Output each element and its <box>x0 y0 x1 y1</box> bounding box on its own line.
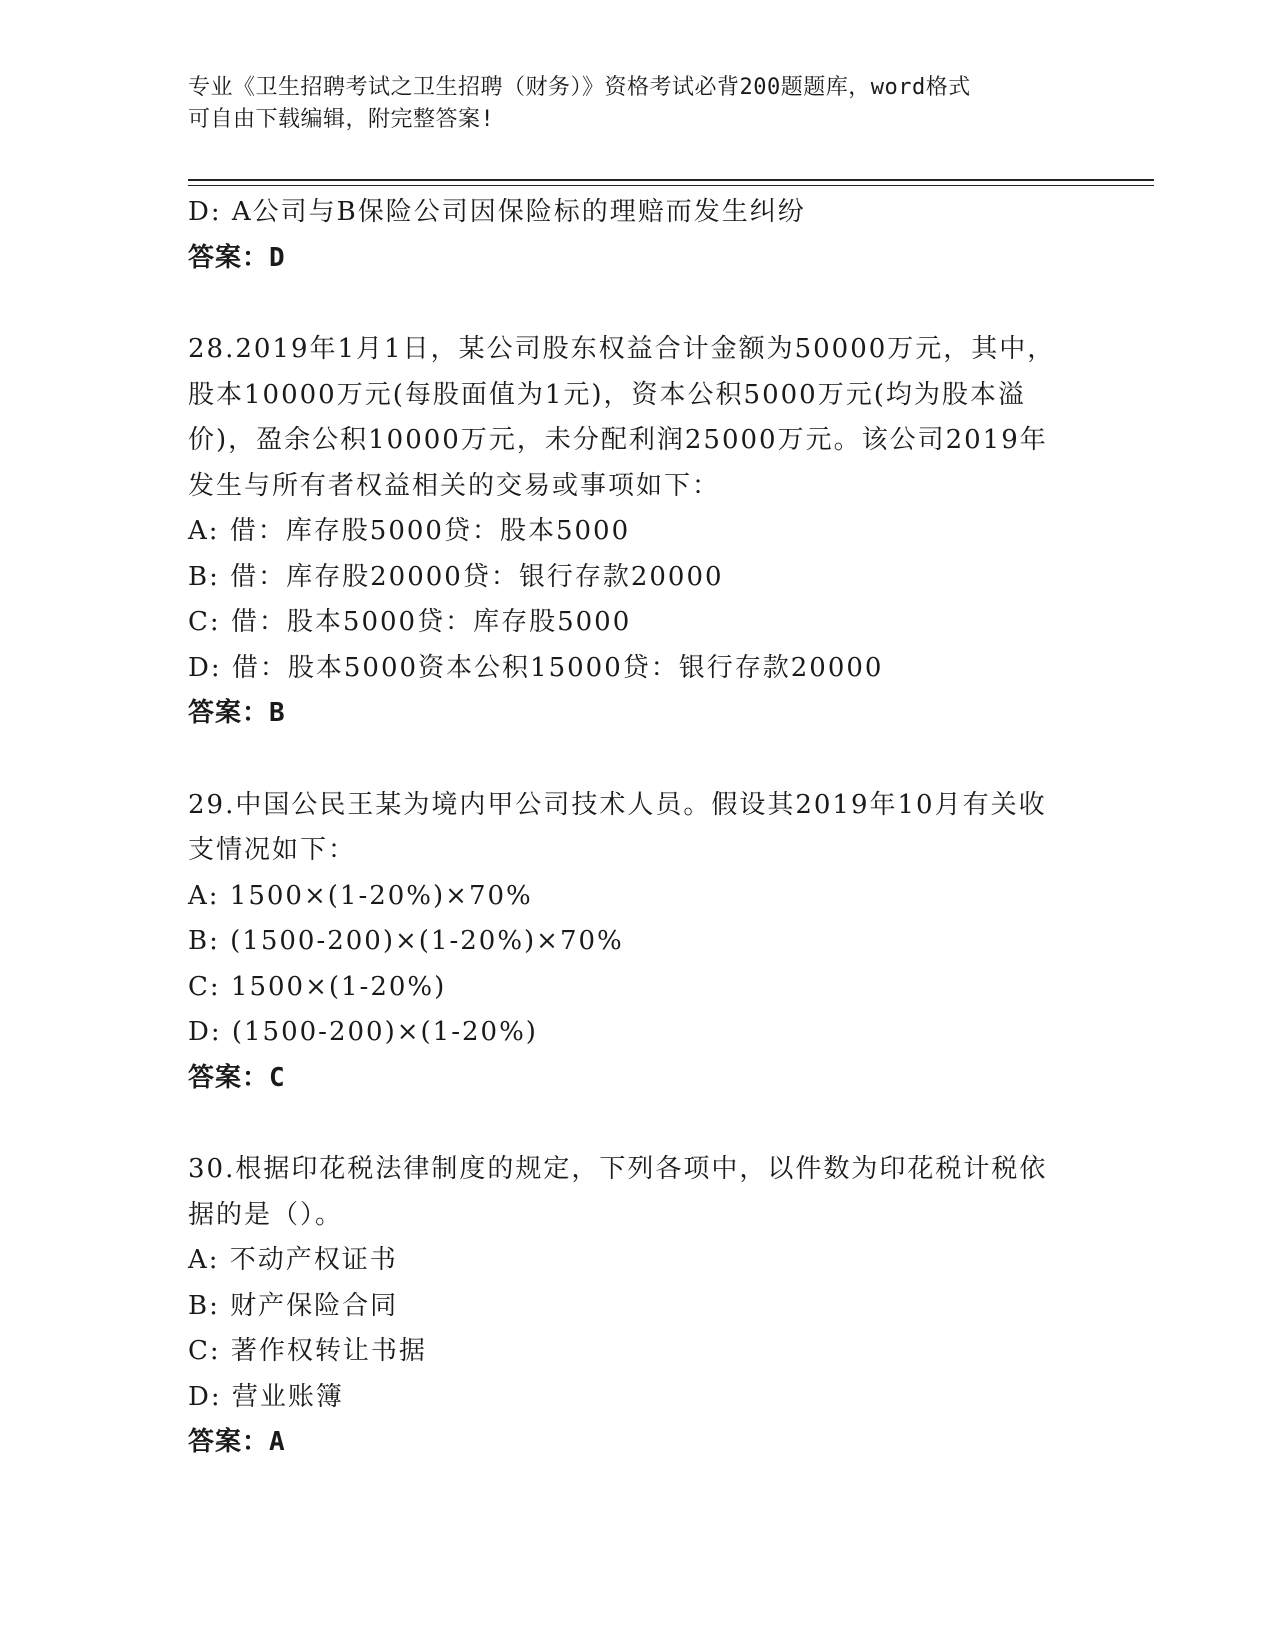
option-a: A: 借：库存股5000贷：股本5000 <box>188 516 631 546</box>
header-rule-thick <box>188 179 1154 181</box>
question-text-line: 28.2019年1月1日，某公司股东权益合计金额为50000万元，其中， <box>188 334 1056 364</box>
question-text-line: 29.中国公民王某为境内甲公司技术人员。假设其2019年10月有关收 <box>188 789 1047 820</box>
question-28 <box>188 327 1088 737</box>
option-c: C: 1500×(1-20%) <box>188 971 447 1002</box>
question-30 <box>188 1147 1088 1466</box>
spacer <box>188 737 1088 783</box>
question-content <box>188 190 1088 1466</box>
question-29 <box>188 783 1088 1102</box>
option-b: B: (1500-200)×(1-20%)×70% <box>188 926 624 956</box>
answer-line: 答案：D <box>188 242 286 273</box>
spacer <box>188 1101 1088 1147</box>
option-d: D: A公司与B保险公司因保险标的理赔而发生纠纷 <box>188 197 806 227</box>
question-text-line: 据的是（）。 <box>188 1199 344 1230</box>
option-d: D: 营业账簿 <box>188 1381 344 1412</box>
answer-line: 答案：A <box>188 1427 286 1457</box>
option-a: A: 1500×(1-20%)×70% <box>188 880 533 911</box>
question-text-line: 价)，盈余公积10000万元，未分配利润25000万元。该公司2019年 <box>188 425 1048 455</box>
option-b: B: 财产保险合同 <box>188 1290 399 1321</box>
question-text-line: 30.根据印花税法律制度的规定，下列各项中，以件数为印花税计税依 <box>188 1154 1048 1184</box>
option-a: A: 不动产权证书 <box>188 1245 398 1275</box>
header-line-2: 可自由下载编辑，附完整答案! <box>188 107 495 132</box>
document-header <box>188 72 1088 136</box>
answer-line: 答案：C <box>188 1062 286 1093</box>
header-line-1: 专业《卫生招聘考试之卫生招聘（财务）》资格考试必背200题题库，word格式 <box>188 75 971 100</box>
question-text-line: 支情况如下： <box>188 835 357 865</box>
answer-line: 答案：B <box>188 698 286 728</box>
question-text-line: 股本10000万元(每股面值为1元)，资本公积5000万元(均为股本溢 <box>188 379 1026 410</box>
option-d: D: 借：股本5000资本公积15000贷：银行存款20000 <box>188 652 884 683</box>
spacer <box>188 281 1088 327</box>
option-c: C: 著作权转让书据 <box>188 1336 427 1366</box>
option-d: D: (1500-200)×(1-20%) <box>188 1017 538 1047</box>
header-rule-thin <box>188 185 1154 186</box>
prev-question-block <box>188 190 1088 281</box>
option-c: C: 借：股本5000贷：库存股5000 <box>188 607 632 637</box>
option-b: B: 借：库存股20000贷：银行存款20000 <box>188 561 724 592</box>
question-text-line: 发生与所有者权益相关的交易或事项如下： <box>188 470 721 501</box>
